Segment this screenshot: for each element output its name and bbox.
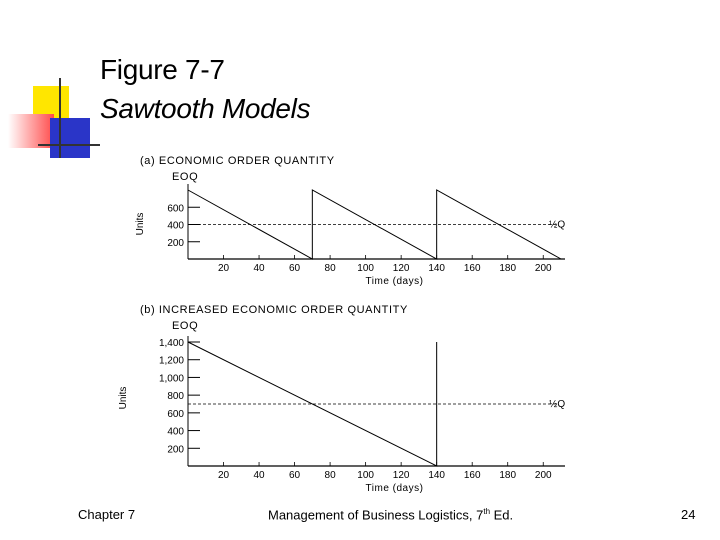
- slide-subtitle: Sawtooth Models: [100, 93, 311, 124]
- chart-ytick-label: 400: [167, 426, 184, 438]
- footer-edition-suffix: Ed.: [490, 507, 514, 523]
- chart-xlabel: Time (days): [365, 276, 424, 287]
- chart-ytick-label: 600: [167, 408, 184, 420]
- chart-xtick-label: 160: [463, 470, 481, 481]
- chart-reference-label: ½Q: [549, 219, 566, 231]
- chart-xtick-label: 60: [289, 470, 301, 481]
- chart-ytick-label: 600: [167, 203, 184, 215]
- footer-book-title-text: Management of Business Logistics, 7: [268, 507, 484, 523]
- chart-ytick-label: 200: [167, 237, 184, 249]
- chart-xtick-label: 140: [428, 470, 446, 481]
- footer-page-number: 24: [681, 507, 696, 522]
- chart-ytick-label: 200: [167, 444, 184, 456]
- footer-chapter: Chapter 7: [78, 507, 136, 522]
- chart-xtick-label: 100: [357, 470, 374, 481]
- chart-xtick-label: 140: [428, 263, 446, 274]
- chart-peak-label: EOQ: [172, 171, 199, 183]
- chart-reference-label: ½Q: [549, 399, 566, 410]
- chart-ytick-label: 1,000: [158, 373, 184, 385]
- chart-title: (b) INCREASED ECONOMIC ORDER QUANTITY: [140, 304, 408, 316]
- footer-book-title: [268, 507, 513, 522]
- chart-xtick-label: 80: [324, 263, 336, 274]
- chart-xtick-label: 40: [253, 470, 265, 481]
- chart-xtick-label: 180: [499, 263, 517, 274]
- chart-xtick-label: 100: [357, 263, 374, 274]
- chart-xtick-label: 60: [289, 263, 301, 274]
- chart-xtick-label: 40: [253, 263, 265, 274]
- chart-ytick-label: 1,200: [158, 355, 184, 367]
- chart-xtick-label: 80: [324, 470, 336, 481]
- chart-ytick-label: 400: [167, 220, 184, 232]
- chart-ylabel: Units: [118, 386, 129, 410]
- chart-ylabel: Units: [135, 212, 146, 236]
- chart-xtick-label: 160: [463, 263, 481, 274]
- chart-xtick-label: 20: [217, 470, 230, 481]
- slide-title: Figure 7-7: [100, 54, 225, 85]
- chart-xtick-label: 120: [392, 263, 410, 274]
- chart-title: (a) ECONOMIC ORDER QUANTITY: [140, 155, 335, 167]
- chart-ytick-label: 1,400: [158, 338, 184, 349]
- chart-xtick-label: 20: [217, 263, 230, 274]
- chart-xtick-label: 200: [534, 263, 552, 274]
- chart-xtick-label: 120: [392, 470, 410, 481]
- chart-xtick-label: 180: [499, 470, 517, 481]
- chart-xlabel: Time (days): [365, 483, 424, 494]
- chart-ytick-label: 800: [167, 391, 184, 403]
- chart-xtick-label: 200: [534, 470, 552, 481]
- footer-edition-sup: th: [483, 507, 491, 516]
- chart-peak-label: EOQ: [172, 320, 199, 332]
